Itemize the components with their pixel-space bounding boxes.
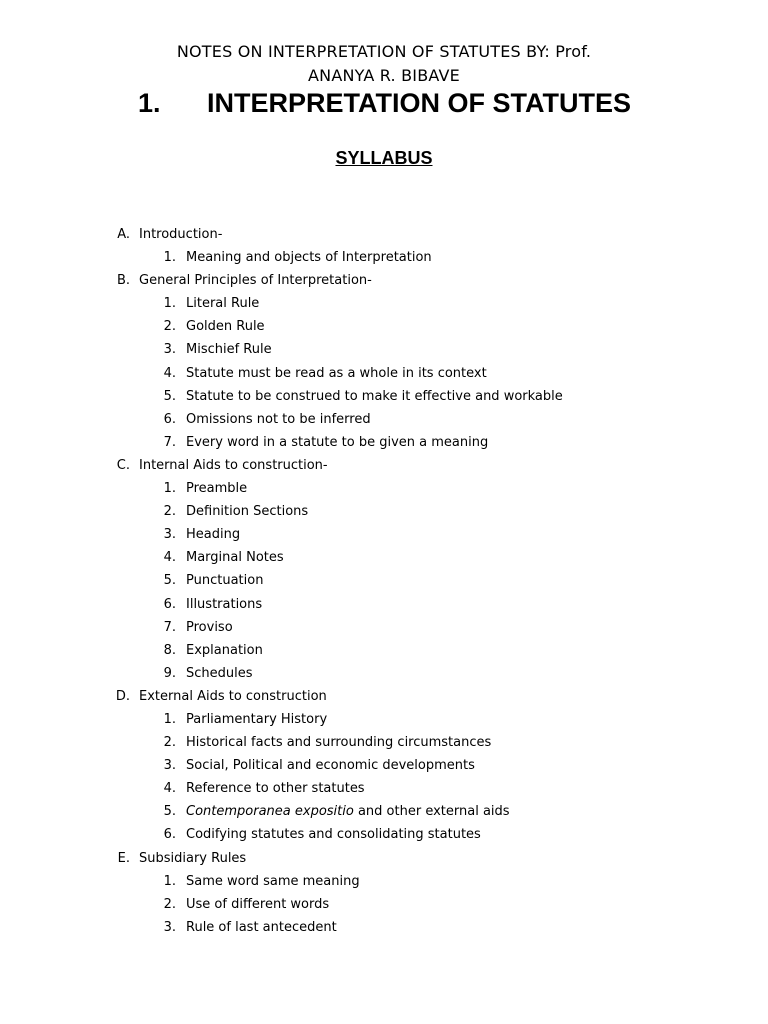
item-text: Explanation xyxy=(186,642,263,658)
item-number: 5. xyxy=(163,804,176,820)
item-text-wrapper xyxy=(186,431,488,454)
item-text: Preamble xyxy=(186,481,248,497)
section-title: General Principles of Interpretation- xyxy=(139,273,372,289)
item-text: Literal Rule xyxy=(186,296,260,312)
item-text: Punctuation xyxy=(186,573,264,589)
item-text-wrapper xyxy=(186,338,272,361)
item-text-wrapper xyxy=(186,593,262,616)
item-text-wrapper xyxy=(186,385,563,408)
list-item xyxy=(0,500,768,523)
item-text-wrapper xyxy=(186,246,432,269)
list-item xyxy=(0,616,768,639)
list-item xyxy=(0,315,768,338)
section-letter: D. xyxy=(115,688,130,704)
item-number: 3. xyxy=(163,758,176,774)
section-heading xyxy=(0,223,768,246)
document-title xyxy=(138,86,631,120)
header-line-1: NOTES ON INTERPRETATION OF STATUTES BY: Prof. xyxy=(176,42,592,61)
item-number: 4. xyxy=(163,781,176,797)
list-item xyxy=(0,870,768,893)
section-letter: C. xyxy=(116,457,130,473)
item-text-wrapper xyxy=(186,800,510,823)
item-text-wrapper xyxy=(186,731,491,754)
item-text: Rule of last antecedent xyxy=(186,919,337,935)
list-item xyxy=(0,408,768,431)
item-text: Same word same meaning xyxy=(186,873,360,889)
list-item xyxy=(0,916,768,939)
item-number: 1. xyxy=(163,296,176,312)
item-number: 2. xyxy=(163,735,176,751)
section-heading xyxy=(0,685,768,708)
item-text: Illustrations xyxy=(186,596,263,612)
list-item xyxy=(0,639,768,662)
section-letter: B. xyxy=(116,273,130,289)
item-text-wrapper xyxy=(186,292,259,315)
list-item xyxy=(0,362,768,385)
item-text: Proviso xyxy=(186,619,233,635)
item-number: 6. xyxy=(163,827,176,843)
title-number: 1. xyxy=(138,88,161,118)
list-item xyxy=(0,662,768,685)
item-number: 1. xyxy=(163,481,176,497)
item-text-wrapper xyxy=(186,362,487,385)
list-item xyxy=(0,246,768,269)
section-heading xyxy=(0,269,768,292)
list-item xyxy=(0,338,768,361)
item-text-wrapper xyxy=(186,408,371,431)
item-number: 8. xyxy=(163,642,176,658)
list-item xyxy=(0,569,768,592)
item-text: Historical facts and surrounding circumstances xyxy=(186,735,492,751)
section-heading xyxy=(0,847,768,870)
item-text: Definition Sections xyxy=(186,504,309,520)
item-text-wrapper xyxy=(186,616,233,639)
item-number: 5. xyxy=(163,388,176,404)
item-text: Marginal Notes xyxy=(186,550,284,566)
list-item xyxy=(0,292,768,315)
item-text-wrapper xyxy=(186,916,337,939)
item-text-wrapper xyxy=(186,639,263,662)
item-text-wrapper xyxy=(186,754,475,777)
syllabus-list xyxy=(0,223,768,939)
list-item xyxy=(0,477,768,500)
list-item xyxy=(0,754,768,777)
item-text: Meaning and objects of Interpretation xyxy=(186,250,432,266)
header-line-2: ANANYA R. BIBAVE xyxy=(308,66,460,85)
item-italic-text: Contemporanea expositio xyxy=(186,804,354,820)
section-title: External Aids to construction xyxy=(139,688,327,704)
item-text-wrapper xyxy=(186,662,253,685)
section-title: Introduction- xyxy=(139,227,223,242)
section-title: Subsidiary Rules xyxy=(139,850,247,866)
item-number: 1. xyxy=(163,250,176,266)
item-number: 9. xyxy=(163,665,176,681)
list-item xyxy=(0,893,768,916)
item-number: 2. xyxy=(163,319,176,335)
item-text-wrapper xyxy=(186,477,247,500)
item-text-wrapper xyxy=(186,823,481,846)
item-text: Heading xyxy=(186,527,241,543)
item-text: Codifying statutes and consolidating statutes xyxy=(186,827,481,843)
item-text-wrapper xyxy=(186,870,360,893)
item-text: Statute to be construed to make it effective and workable xyxy=(186,388,563,404)
item-text: Omissions not to be inferred xyxy=(186,411,371,427)
item-number: 7. xyxy=(163,434,176,450)
syllabus-heading: SYLLABUS xyxy=(335,148,433,168)
item-number: 3. xyxy=(163,919,176,935)
list-item xyxy=(0,385,768,408)
item-number: 3. xyxy=(163,527,176,543)
list-item xyxy=(0,823,768,846)
item-text-wrapper xyxy=(186,777,365,800)
item-text: Reference to other statutes xyxy=(186,781,365,797)
item-text-wrapper xyxy=(186,523,240,546)
list-item xyxy=(0,731,768,754)
item-number: 5. xyxy=(163,573,176,589)
item-number: 6. xyxy=(163,411,176,427)
item-text-wrapper xyxy=(186,893,329,916)
list-item xyxy=(0,523,768,546)
item-number: 7. xyxy=(163,619,176,635)
item-text-wrapper xyxy=(186,546,284,569)
item-number: 1. xyxy=(163,873,176,889)
item-text-wrapper xyxy=(186,569,263,592)
section-letter: A. xyxy=(117,227,130,242)
item-number: 6. xyxy=(163,596,176,612)
item-number: 1. xyxy=(163,711,176,727)
item-text: Parliamentary History xyxy=(186,711,328,727)
item-number: 3. xyxy=(163,342,176,358)
item-text-wrapper xyxy=(186,500,308,523)
list-item xyxy=(0,546,768,569)
item-text: Every word in a statute to be given a meaning xyxy=(186,434,489,450)
item-text: Golden Rule xyxy=(186,319,265,335)
list-item xyxy=(0,777,768,800)
item-text-wrapper xyxy=(186,315,265,338)
section-title: Internal Aids to construction- xyxy=(139,457,328,473)
list-item xyxy=(0,431,768,454)
item-text: Schedules xyxy=(186,665,253,681)
list-item xyxy=(0,593,768,616)
section-letter: E. xyxy=(117,850,130,866)
item-text: Social, Political and economic developments xyxy=(186,758,475,774)
item-text: Use of different words xyxy=(186,896,330,912)
item-number: 4. xyxy=(163,550,176,566)
title-text: INTERPRETATION OF STATUTES xyxy=(207,88,631,118)
item-number: 4. xyxy=(163,365,176,381)
item-text-wrapper xyxy=(186,708,327,731)
item-number: 2. xyxy=(163,504,176,520)
item-number: 2. xyxy=(163,896,176,912)
item-text: Statute must be read as a whole in its context xyxy=(186,365,487,381)
section-heading xyxy=(0,454,768,477)
list-item xyxy=(0,708,768,731)
item-text: Mischief Rule xyxy=(186,342,272,358)
list-item xyxy=(0,800,768,823)
item-text: and other external aids xyxy=(353,804,510,820)
